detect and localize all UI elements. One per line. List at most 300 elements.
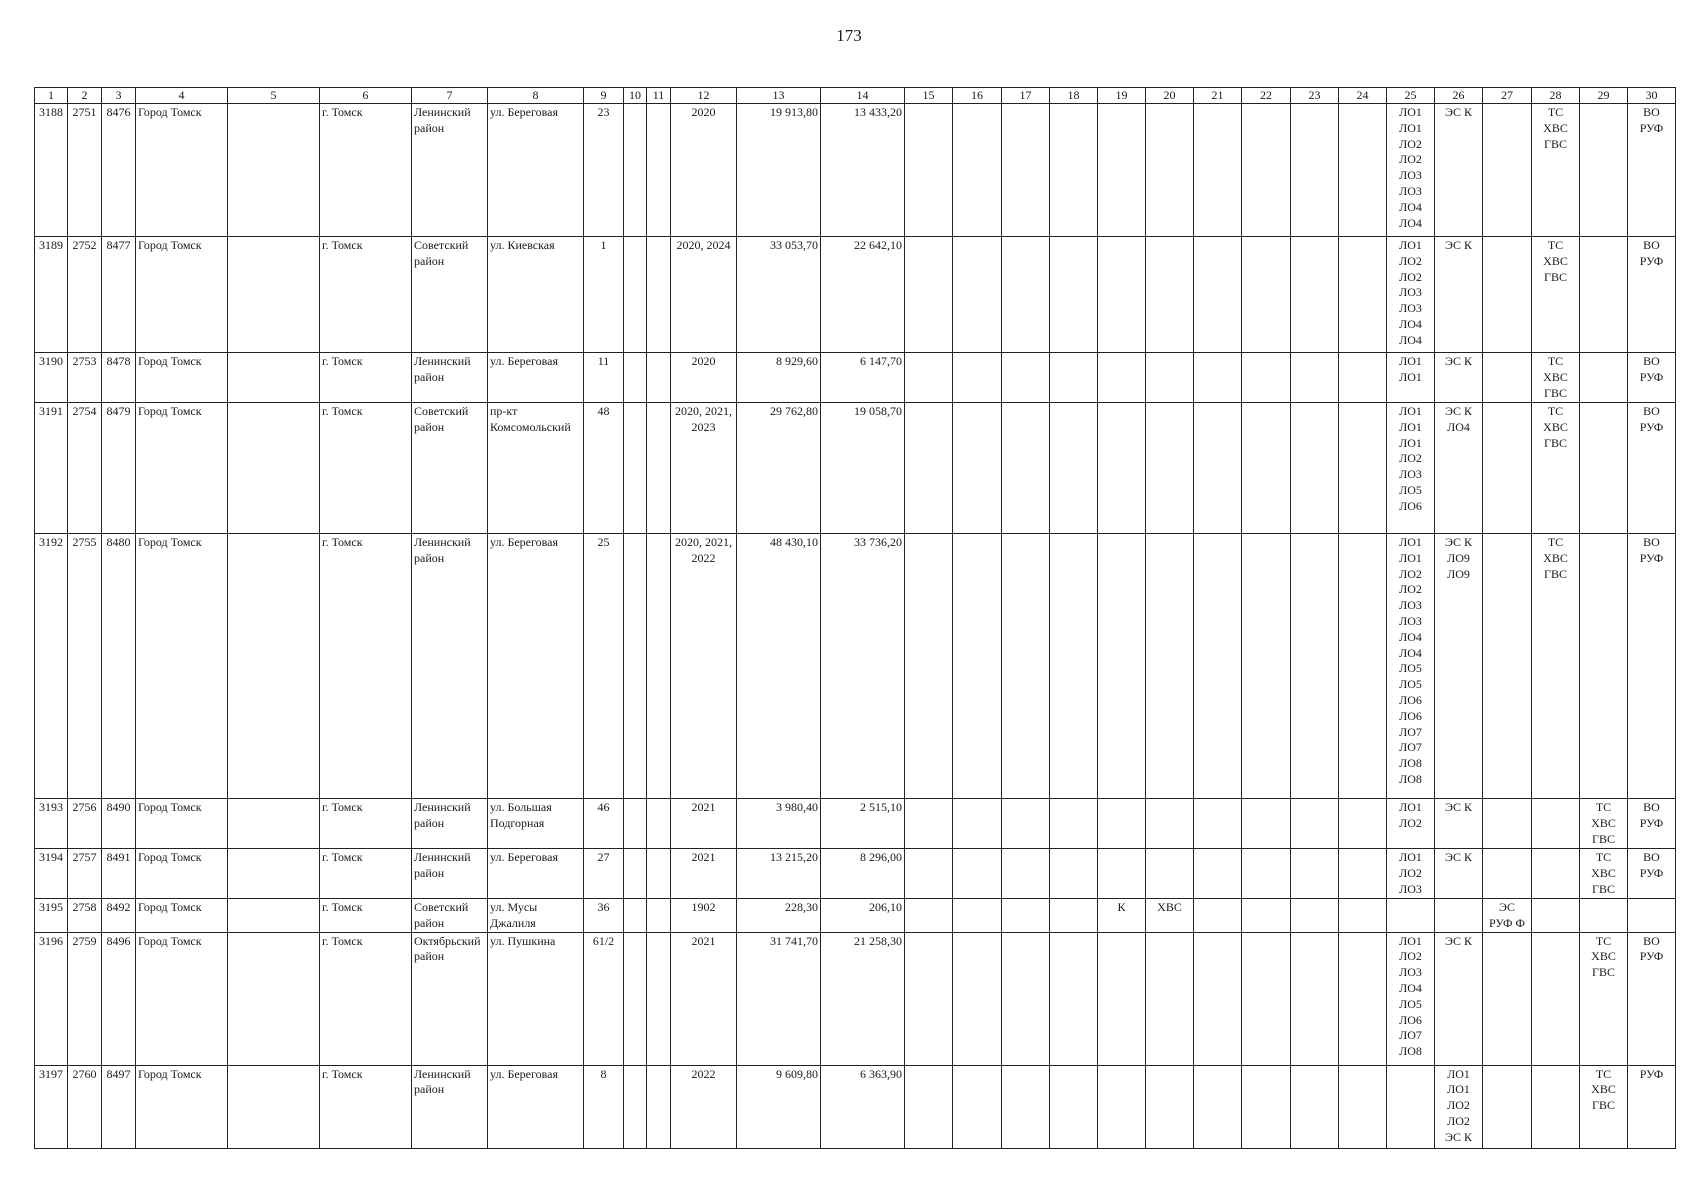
cell-col-15: [905, 237, 953, 353]
cell-col-12: 2020, 2024: [671, 237, 737, 353]
cell-col-12: 2021: [671, 849, 737, 899]
cell-col-13: 228,30: [737, 899, 821, 933]
cell-col-11: [647, 403, 671, 534]
cell-col-2: 2758: [68, 899, 102, 933]
cell-col-15: [905, 799, 953, 849]
column-header-21: 21: [1194, 88, 1242, 104]
cell-col-20: ХВС: [1146, 899, 1194, 933]
column-header-29: 29: [1580, 88, 1628, 104]
cell-col-4: Город Томск: [136, 104, 228, 237]
cell-col-9: 36: [584, 899, 624, 933]
cell-col-30: ВО РУФ: [1628, 403, 1676, 534]
cell-col-24: [1339, 932, 1387, 1065]
cell-col-11: [647, 104, 671, 237]
cell-col-16: [953, 237, 1002, 353]
cell-col-20: [1146, 799, 1194, 849]
cell-col-6: г. Томск: [320, 932, 412, 1065]
cell-col-18: [1050, 849, 1098, 899]
column-header-4: 4: [136, 88, 228, 104]
cell-col-9: 27: [584, 849, 624, 899]
cell-col-17: [1002, 1065, 1050, 1148]
cell-col-27: [1483, 237, 1532, 353]
cell-col-27: [1483, 849, 1532, 899]
table-row: [35, 932, 1676, 1065]
cell-col-18: [1050, 932, 1098, 1065]
cell-col-24: [1339, 534, 1387, 799]
column-header-12: 12: [671, 88, 737, 104]
cell-col-26: ЭС К: [1435, 799, 1483, 849]
cell-col-1: 3188: [35, 104, 68, 237]
cell-col-30: ВО РУФ: [1628, 932, 1676, 1065]
cell-col-24: [1339, 353, 1387, 403]
cell-col-25: ЛО1 ЛО2: [1387, 799, 1435, 849]
cell-col-28: ТС ХВС ГВС: [1532, 237, 1580, 353]
cell-col-29: [1580, 353, 1628, 403]
cell-col-8: ул. Пушкина: [488, 932, 584, 1065]
cell-col-30: ВО РУФ: [1628, 799, 1676, 849]
cell-col-13: 31 741,70: [737, 932, 821, 1065]
cell-col-20: [1146, 534, 1194, 799]
cell-col-18: [1050, 403, 1098, 534]
cell-col-7: Советский район: [412, 403, 488, 534]
cell-col-9: 23: [584, 104, 624, 237]
cell-col-22: [1242, 104, 1291, 237]
cell-col-8: ул. Киевская: [488, 237, 584, 353]
column-header-6: 6: [320, 88, 412, 104]
cell-col-15: [905, 932, 953, 1065]
cell-col-14: 6 147,70: [821, 353, 905, 403]
cell-col-5: [228, 932, 320, 1065]
column-header-1: 1: [35, 88, 68, 104]
cell-col-9: 1: [584, 237, 624, 353]
cell-col-6: г. Томск: [320, 799, 412, 849]
cell-col-23: [1291, 1065, 1339, 1148]
cell-col-7: Советский район: [412, 237, 488, 353]
table-row: [35, 799, 1676, 849]
cell-col-3: 8490: [102, 799, 136, 849]
cell-col-6: г. Томск: [320, 237, 412, 353]
cell-col-27: [1483, 932, 1532, 1065]
cell-col-16: [953, 932, 1002, 1065]
cell-col-18: [1050, 104, 1098, 237]
cell-col-19: [1098, 403, 1146, 534]
cell-col-23: [1291, 237, 1339, 353]
cell-col-15: [905, 403, 953, 534]
cell-col-10: [624, 932, 647, 1065]
cell-col-15: [905, 534, 953, 799]
cell-col-10: [624, 849, 647, 899]
column-header-9: 9: [584, 88, 624, 104]
cell-col-11: [647, 932, 671, 1065]
cell-col-28: [1532, 899, 1580, 933]
cell-col-23: [1291, 799, 1339, 849]
table-row: [35, 403, 1676, 534]
cell-col-2: 2753: [68, 353, 102, 403]
cell-col-2: 2754: [68, 403, 102, 534]
cell-col-16: [953, 534, 1002, 799]
cell-col-21: [1194, 932, 1242, 1065]
cell-col-3: 8491: [102, 849, 136, 899]
cell-col-19: [1098, 237, 1146, 353]
column-header-14: 14: [821, 88, 905, 104]
cell-col-18: [1050, 899, 1098, 933]
cell-col-25: ЛО1 ЛО1 ЛО2 ЛО2 ЛО3 ЛО3 ЛО4 ЛО4 ЛО5 ЛО5 ЛО6 ЛО6 ЛО7 ЛО7 ЛО8 ЛО8: [1387, 534, 1435, 799]
cell-col-21: [1194, 237, 1242, 353]
column-header-24: 24: [1339, 88, 1387, 104]
cell-col-10: [624, 1065, 647, 1148]
cell-col-14: 8 296,00: [821, 849, 905, 899]
cell-col-26: ЭС К ЛО9 ЛО9: [1435, 534, 1483, 799]
cell-col-5: [228, 104, 320, 237]
cell-col-11: [647, 534, 671, 799]
cell-col-10: [624, 899, 647, 933]
cell-col-22: [1242, 799, 1291, 849]
cell-col-12: 2020, 2021, 2023: [671, 403, 737, 534]
cell-col-22: [1242, 237, 1291, 353]
cell-col-4: Город Томск: [136, 1065, 228, 1148]
cell-col-24: [1339, 403, 1387, 534]
cell-col-21: [1194, 534, 1242, 799]
cell-col-25: [1387, 899, 1435, 933]
cell-col-24: [1339, 1065, 1387, 1148]
cell-col-25: ЛО1 ЛО1: [1387, 353, 1435, 403]
cell-col-26: ЭС К: [1435, 849, 1483, 899]
column-header-13: 13: [737, 88, 821, 104]
cell-col-17: [1002, 799, 1050, 849]
cell-col-22: [1242, 1065, 1291, 1148]
cell-col-26: [1435, 899, 1483, 933]
cell-col-22: [1242, 353, 1291, 403]
cell-col-27: [1483, 534, 1532, 799]
cell-col-24: [1339, 104, 1387, 237]
cell-col-1: 3190: [35, 353, 68, 403]
cell-col-25: ЛО1 ЛО2 ЛО2 ЛО3 ЛО3 ЛО4 ЛО4: [1387, 237, 1435, 353]
cell-col-19: К: [1098, 899, 1146, 933]
cell-col-8: ул. Береговая: [488, 353, 584, 403]
cell-col-28: [1532, 1065, 1580, 1148]
cell-col-28: ТС ХВС ГВС: [1532, 403, 1580, 534]
cell-col-5: [228, 849, 320, 899]
cell-col-2: 2755: [68, 534, 102, 799]
cell-col-29: [1580, 403, 1628, 534]
cell-col-3: 8480: [102, 534, 136, 799]
cell-col-2: 2759: [68, 932, 102, 1065]
cell-col-10: [624, 353, 647, 403]
cell-col-22: [1242, 534, 1291, 799]
cell-col-3: 8492: [102, 899, 136, 933]
cell-col-12: 2021: [671, 799, 737, 849]
cell-col-30: ВО РУФ: [1628, 353, 1676, 403]
cell-col-27: [1483, 403, 1532, 534]
cell-col-4: Город Томск: [136, 534, 228, 799]
cell-col-29: [1580, 104, 1628, 237]
cell-col-15: [905, 1065, 953, 1148]
cell-col-18: [1050, 1065, 1098, 1148]
cell-col-17: [1002, 104, 1050, 237]
cell-col-10: [624, 799, 647, 849]
column-header-28: 28: [1532, 88, 1580, 104]
register-table: [34, 87, 1676, 1149]
cell-col-30: РУФ: [1628, 1065, 1676, 1148]
column-header-19: 19: [1098, 88, 1146, 104]
cell-col-3: 8479: [102, 403, 136, 534]
cell-col-1: 3197: [35, 1065, 68, 1148]
cell-col-21: [1194, 104, 1242, 237]
cell-col-30: ВО РУФ: [1628, 534, 1676, 799]
cell-col-6: г. Томск: [320, 104, 412, 237]
cell-col-8: пр-кт Комсомольский: [488, 403, 584, 534]
cell-col-25: ЛО1 ЛО1 ЛО1 ЛО2 ЛО3 ЛО5 ЛО6: [1387, 403, 1435, 534]
cell-col-1: 3192: [35, 534, 68, 799]
column-header-5: 5: [228, 88, 320, 104]
cell-col-19: [1098, 104, 1146, 237]
cell-col-15: [905, 849, 953, 899]
cell-col-2: 2760: [68, 1065, 102, 1148]
cell-col-18: [1050, 534, 1098, 799]
cell-col-28: [1532, 799, 1580, 849]
cell-col-5: [228, 403, 320, 534]
cell-col-7: Ленинский район: [412, 534, 488, 799]
cell-col-29: ТС ХВС ГВС: [1580, 849, 1628, 899]
cell-col-13: 48 430,10: [737, 534, 821, 799]
cell-col-6: г. Томск: [320, 899, 412, 933]
cell-col-17: [1002, 534, 1050, 799]
cell-col-7: Ленинский район: [412, 799, 488, 849]
cell-col-18: [1050, 353, 1098, 403]
cell-col-26: ЭС К ЛО4: [1435, 403, 1483, 534]
cell-col-13: 19 913,80: [737, 104, 821, 237]
cell-col-2: 2756: [68, 799, 102, 849]
cell-col-27: ЭС РУФ Ф: [1483, 899, 1532, 933]
cell-col-11: [647, 1065, 671, 1148]
cell-col-3: 8478: [102, 353, 136, 403]
cell-col-20: [1146, 932, 1194, 1065]
cell-col-5: [228, 1065, 320, 1148]
cell-col-14: 19 058,70: [821, 403, 905, 534]
cell-col-26: ЭС К: [1435, 353, 1483, 403]
cell-col-28: [1532, 932, 1580, 1065]
cell-col-17: [1002, 849, 1050, 899]
cell-col-30: ВО РУФ: [1628, 104, 1676, 237]
column-header-22: 22: [1242, 88, 1291, 104]
cell-col-12: 2020, 2021, 2022: [671, 534, 737, 799]
cell-col-10: [624, 403, 647, 534]
cell-col-25: ЛО1 ЛО2 ЛО3: [1387, 849, 1435, 899]
cell-col-29: ТС ХВС ГВС: [1580, 932, 1628, 1065]
page-number: 173: [836, 26, 862, 45]
cell-col-20: [1146, 1065, 1194, 1148]
cell-col-24: [1339, 799, 1387, 849]
cell-col-21: [1194, 899, 1242, 933]
cell-col-16: [953, 849, 1002, 899]
cell-col-12: 2020: [671, 353, 737, 403]
cell-col-3: 8476: [102, 104, 136, 237]
cell-col-1: 3189: [35, 237, 68, 353]
column-header-2: 2: [68, 88, 102, 104]
cell-col-27: [1483, 1065, 1532, 1148]
cell-col-20: [1146, 403, 1194, 534]
cell-col-19: [1098, 353, 1146, 403]
cell-col-10: [624, 534, 647, 799]
column-header-7: 7: [412, 88, 488, 104]
cell-col-26: ЭС К: [1435, 932, 1483, 1065]
cell-col-24: [1339, 849, 1387, 899]
cell-col-19: [1098, 1065, 1146, 1148]
column-header-27: 27: [1483, 88, 1532, 104]
table-row: [35, 237, 1676, 353]
cell-col-27: [1483, 104, 1532, 237]
cell-col-7: Ленинский район: [412, 849, 488, 899]
cell-col-9: 25: [584, 534, 624, 799]
cell-col-23: [1291, 849, 1339, 899]
cell-col-18: [1050, 799, 1098, 849]
table-row: [35, 899, 1676, 933]
cell-col-16: [953, 899, 1002, 933]
cell-col-28: ТС ХВС ГВС: [1532, 353, 1580, 403]
cell-col-21: [1194, 799, 1242, 849]
cell-col-20: [1146, 237, 1194, 353]
cell-col-19: [1098, 799, 1146, 849]
cell-col-9: 8: [584, 1065, 624, 1148]
cell-col-30: ВО РУФ: [1628, 849, 1676, 899]
cell-col-4: Город Томск: [136, 932, 228, 1065]
cell-col-1: 3195: [35, 899, 68, 933]
cell-col-26: ЭС К: [1435, 104, 1483, 237]
column-header-18: 18: [1050, 88, 1098, 104]
cell-col-15: [905, 104, 953, 237]
cell-col-22: [1242, 932, 1291, 1065]
cell-col-5: [228, 799, 320, 849]
cell-col-29: [1580, 237, 1628, 353]
cell-col-20: [1146, 849, 1194, 899]
cell-col-24: [1339, 237, 1387, 353]
cell-col-12: 2021: [671, 932, 737, 1065]
cell-col-11: [647, 237, 671, 353]
cell-col-23: [1291, 899, 1339, 933]
cell-col-17: [1002, 403, 1050, 534]
cell-col-3: 8496: [102, 932, 136, 1065]
cell-col-1: 3193: [35, 799, 68, 849]
cell-col-16: [953, 1065, 1002, 1148]
cell-col-9: 48: [584, 403, 624, 534]
cell-col-14: 22 642,10: [821, 237, 905, 353]
cell-col-4: Город Томск: [136, 353, 228, 403]
cell-col-7: Ленинский район: [412, 353, 488, 403]
column-header-30: 30: [1628, 88, 1676, 104]
cell-col-23: [1291, 104, 1339, 237]
column-header-11: 11: [647, 88, 671, 104]
cell-col-30: ВО РУФ: [1628, 237, 1676, 353]
column-header-16: 16: [953, 88, 1002, 104]
cell-col-21: [1194, 403, 1242, 534]
cell-col-15: [905, 353, 953, 403]
column-header-15: 15: [905, 88, 953, 104]
cell-col-2: 2751: [68, 104, 102, 237]
cell-col-13: 33 053,70: [737, 237, 821, 353]
cell-col-12: 2020: [671, 104, 737, 237]
cell-col-17: [1002, 237, 1050, 353]
cell-col-28: ТС ХВС ГВС: [1532, 534, 1580, 799]
cell-col-13: 13 215,20: [737, 849, 821, 899]
cell-col-21: [1194, 1065, 1242, 1148]
cell-col-10: [624, 237, 647, 353]
cell-col-12: 2022: [671, 1065, 737, 1148]
cell-col-14: 206,10: [821, 899, 905, 933]
cell-col-16: [953, 104, 1002, 237]
cell-col-5: [228, 534, 320, 799]
cell-col-6: г. Томск: [320, 534, 412, 799]
cell-col-11: [647, 849, 671, 899]
cell-col-5: [228, 353, 320, 403]
cell-col-23: [1291, 534, 1339, 799]
cell-col-25: ЛО1 ЛО1 ЛО2 ЛО2 ЛО3 ЛО3 ЛО4 ЛО4: [1387, 104, 1435, 237]
cell-col-28: ТС ХВС ГВС: [1532, 104, 1580, 237]
cell-col-13: 29 762,80: [737, 403, 821, 534]
cell-col-22: [1242, 849, 1291, 899]
cell-col-29: [1580, 899, 1628, 933]
cell-col-7: Ленинский район: [412, 1065, 488, 1148]
cell-col-13: 8 929,60: [737, 353, 821, 403]
cell-col-4: Город Томск: [136, 403, 228, 534]
cell-col-8: ул. Береговая: [488, 104, 584, 237]
cell-col-21: [1194, 849, 1242, 899]
cell-col-25: ЛО1 ЛО2 ЛО3 ЛО4 ЛО5 ЛО6 ЛО7 ЛО8: [1387, 932, 1435, 1065]
cell-col-6: г. Томск: [320, 403, 412, 534]
cell-col-23: [1291, 932, 1339, 1065]
cell-col-9: 11: [584, 353, 624, 403]
cell-col-7: Советский район: [412, 899, 488, 933]
cell-col-8: ул. Береговая: [488, 1065, 584, 1148]
cell-col-9: 46: [584, 799, 624, 849]
cell-col-22: [1242, 899, 1291, 933]
cell-col-26: ЛО1 ЛО1 ЛО2 ЛО2 ЭС К: [1435, 1065, 1483, 1148]
cell-col-27: [1483, 799, 1532, 849]
cell-col-17: [1002, 899, 1050, 933]
cell-col-14: 2 515,10: [821, 799, 905, 849]
cell-col-13: 9 609,80: [737, 1065, 821, 1148]
cell-col-8: ул. Мусы Джалиля: [488, 899, 584, 933]
column-header-8: 8: [488, 88, 584, 104]
cell-col-16: [953, 403, 1002, 534]
cell-col-4: Город Томск: [136, 849, 228, 899]
cell-col-5: [228, 899, 320, 933]
cell-col-10: [624, 104, 647, 237]
cell-col-13: 3 980,40: [737, 799, 821, 849]
column-header-17: 17: [1002, 88, 1050, 104]
cell-col-2: 2752: [68, 237, 102, 353]
cell-col-8: ул. Большая Подгорная: [488, 799, 584, 849]
table-row: [35, 534, 1676, 799]
column-header-25: 25: [1387, 88, 1435, 104]
cell-col-21: [1194, 353, 1242, 403]
cell-col-7: Октябрьский район: [412, 932, 488, 1065]
cell-col-27: [1483, 353, 1532, 403]
cell-col-6: г. Томск: [320, 849, 412, 899]
cell-col-4: Город Томск: [136, 237, 228, 353]
cell-col-14: 6 363,90: [821, 1065, 905, 1148]
cell-col-19: [1098, 534, 1146, 799]
cell-col-22: [1242, 403, 1291, 534]
cell-col-8: ул. Береговая: [488, 849, 584, 899]
cell-col-29: [1580, 534, 1628, 799]
cell-col-14: 21 258,30: [821, 932, 905, 1065]
cell-col-15: [905, 899, 953, 933]
cell-col-26: ЭС К: [1435, 237, 1483, 353]
cell-col-3: 8497: [102, 1065, 136, 1148]
cell-col-28: [1532, 849, 1580, 899]
column-header-23: 23: [1291, 88, 1339, 104]
table-row: [35, 849, 1676, 899]
